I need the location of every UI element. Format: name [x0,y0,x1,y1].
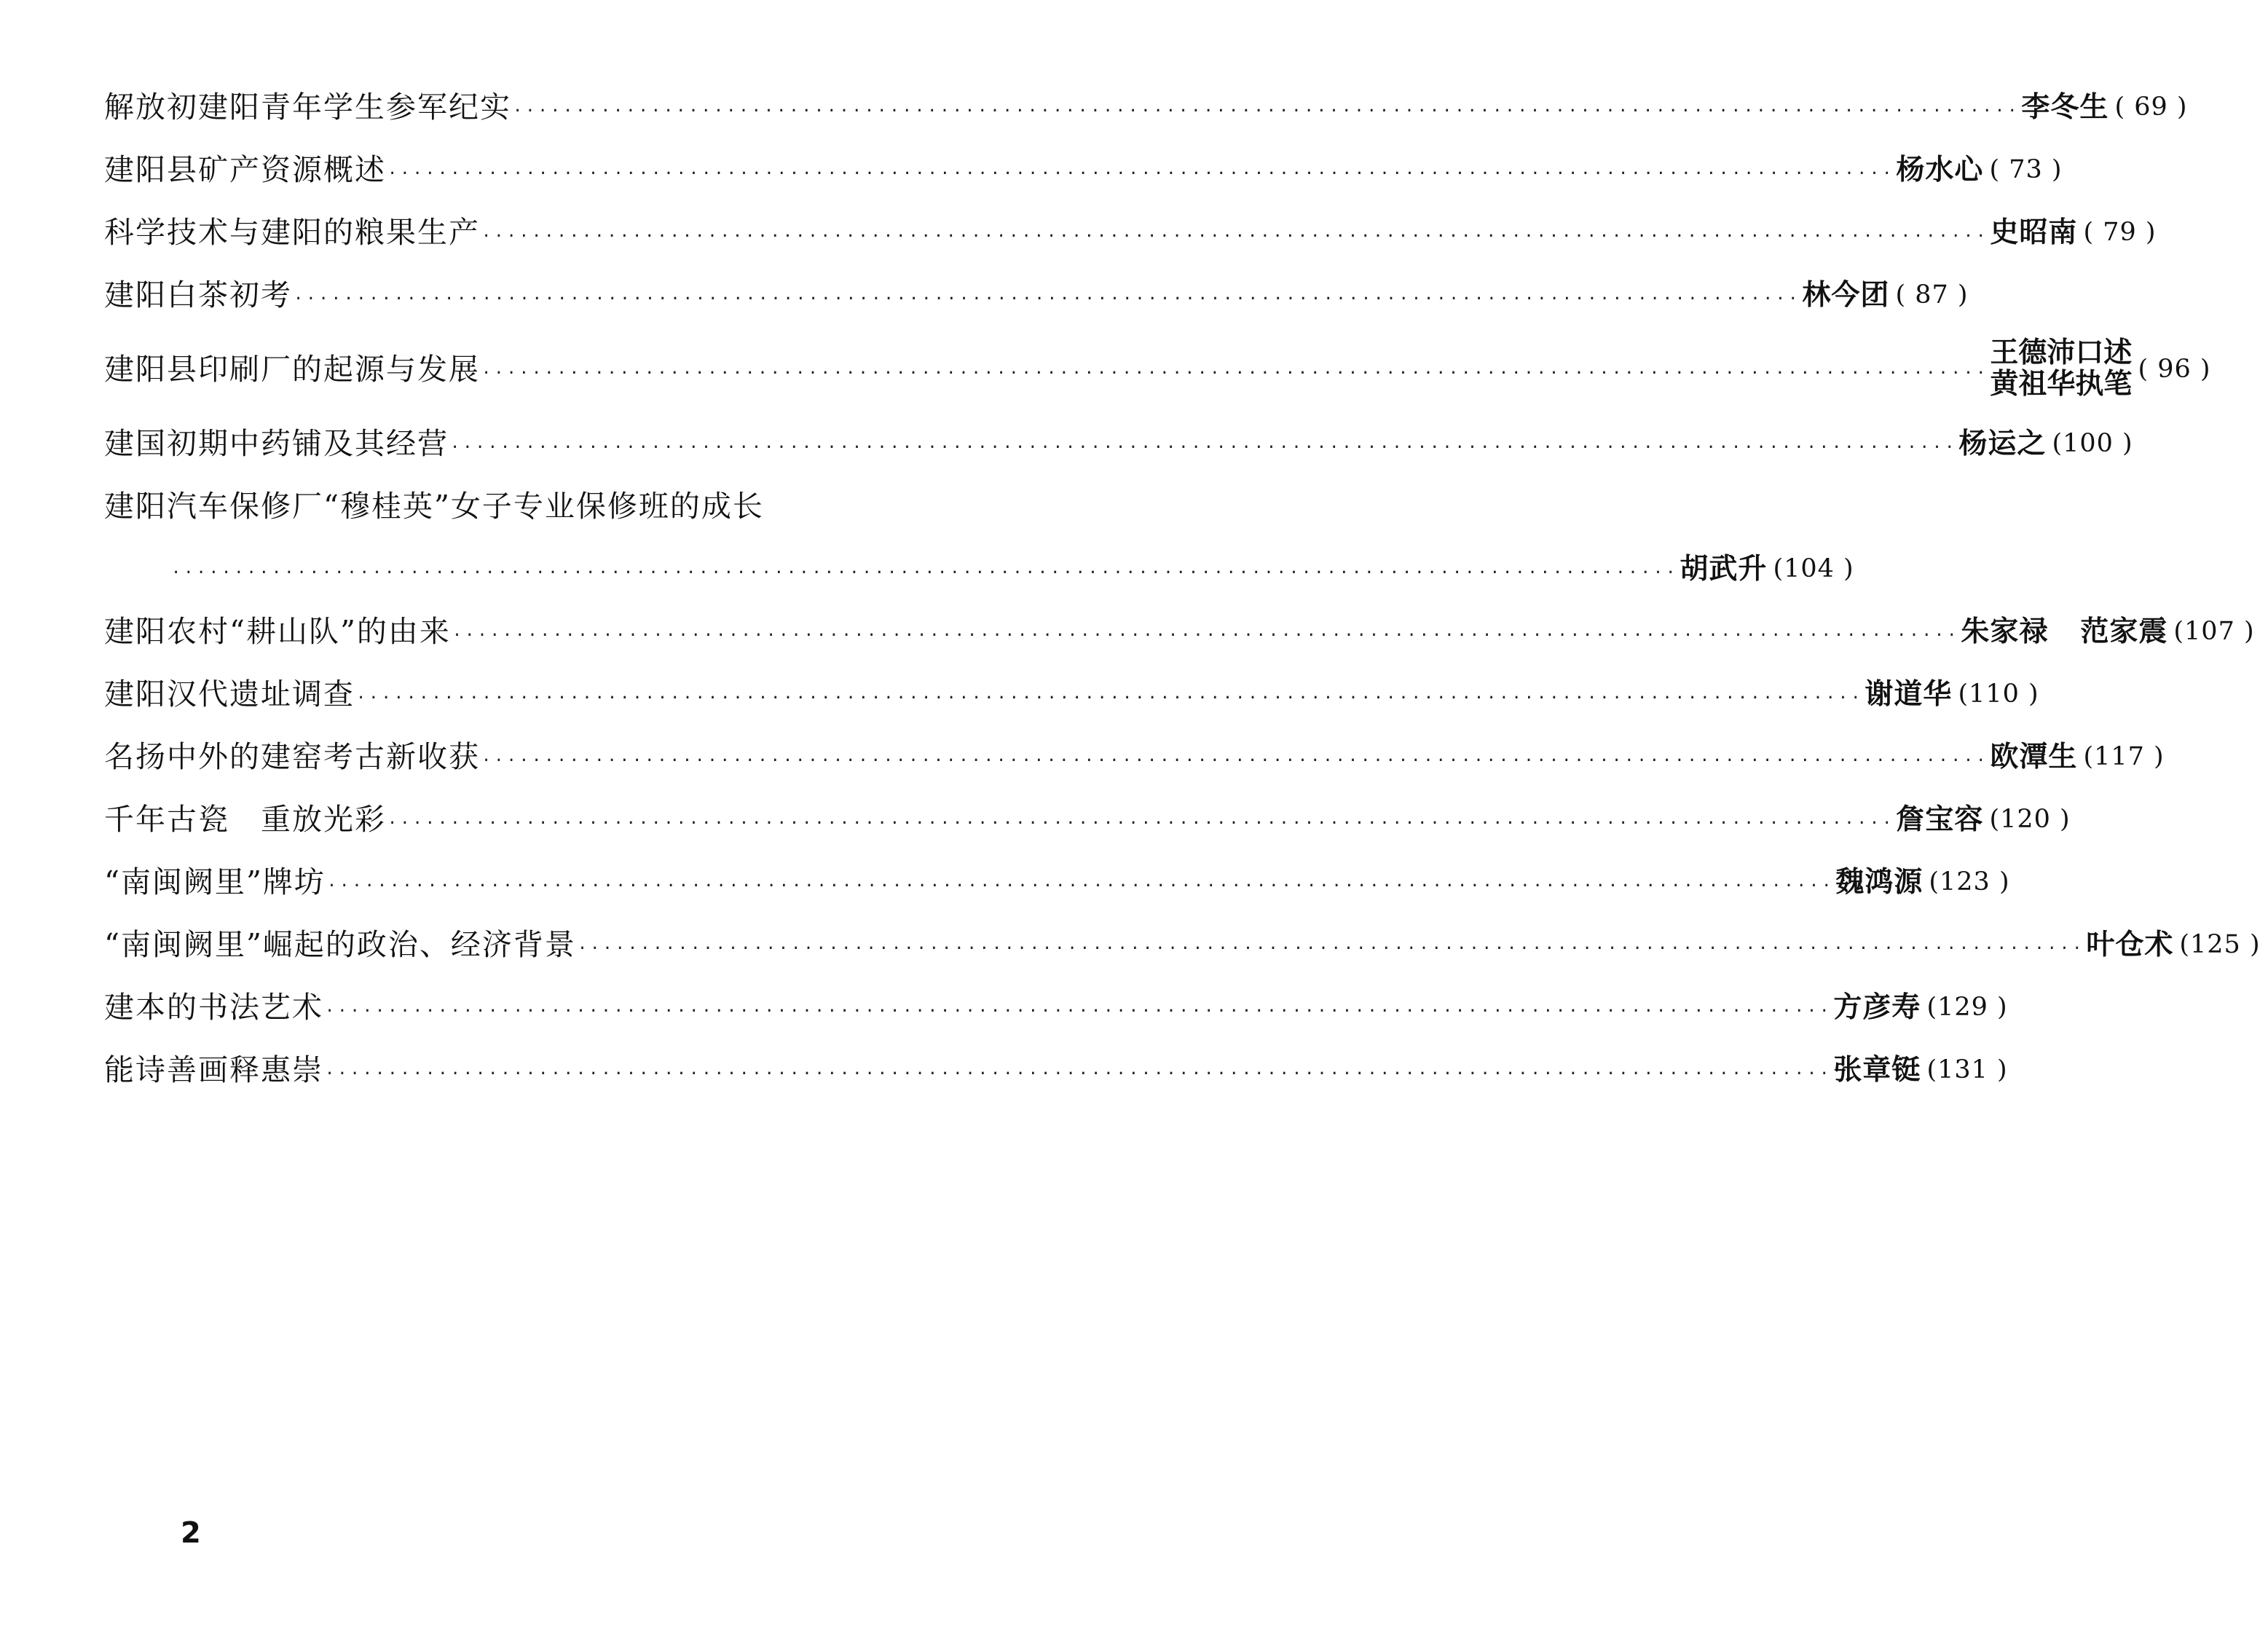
toc-entry-author: 杨运之 [1958,427,2047,460]
toc-entry-title: 建阳汽车保修厂“穆桂英”女子专业保修班的成长 [104,488,764,524]
toc-entry-title: 能诗善画释惠崇 [104,1052,323,1087]
toc-entry-page: ( 69 ) [2114,92,2188,122]
toc-leader-dots: ························································································································ [356,689,1864,707]
toc-entry [104,663,2039,725]
table-of-contents [104,76,2261,1101]
toc-leader-dots: ························································································································ [325,1065,1832,1083]
toc-leader-dots: ························································································································ [577,939,2085,958]
toc-entry-title: 建阳县矿产资源概述 [104,151,386,187]
toc-entry-title: 千年古瓷 重放光彩 [104,801,386,837]
toc-leader-dots: ························································································································ [326,877,1835,895]
toc-entry-page: (117 ) [2083,741,2165,771]
toc-entry-title: “南闽阙里”崛起的政治、经济背景 [104,926,576,962]
toc-entry [104,725,2165,788]
toc-entry-title: 解放初建阳青年学生参军纪实 [104,89,511,125]
toc-entry-author: 欧潭生 [1990,740,2078,773]
toc-entry-author: 黄祖华执笔 [1990,368,2133,401]
toc-entry-page: ( 96 ) [2138,354,2211,384]
toc-entry-title: “南闽阙里”牌坊 [104,864,326,899]
toc-entry-author-stack [1990,338,2132,401]
toc-entry-author: 方彦寿 [1833,990,1921,1024]
toc-entry [104,788,2071,851]
toc-entry-author: 朱家禄 [1961,615,2049,648]
toc-entry-page: ( 87 ) [1895,280,1969,310]
toc-entry-continuation [104,537,1854,600]
toc-entry-author: 叶仓术 [2086,928,2174,961]
toc-entry-page: (125 ) [2179,929,2261,959]
toc-leader-dots: ························································································································ [294,290,1801,308]
toc-entry [104,326,2211,412]
toc-entry-author: 谢道华 [1865,677,1953,711]
toc-entry-title: 名扬中外的建窑考古新收获 [104,738,480,774]
toc-entry-title: 建阳县印刷厂的起源与发展 [104,351,480,387]
toc-entry-title: 建阳汉代遗址调查 [104,676,355,712]
toc-leader-dots: ························································································································ [481,752,1989,770]
toc-entry-page: (123 ) [1929,867,2010,897]
toc-entry-author: 魏鸿源 [1835,865,1924,899]
toc-entry-page: (104 ) [1773,554,1854,583]
toc-entry-author: 林今团 [1802,278,1890,312]
toc-entry-title: 科学技术与建阳的粮果生产 [104,214,480,250]
toc-entry-author: 王德沛口述 [1990,336,2133,370]
toc-entry [104,76,2188,138]
toc-entry-title: 建阳白茶初考 [104,277,292,312]
toc-entry-title: 建本的书法艺术 [104,989,323,1025]
toc-entry-author: 史昭南 [1990,216,2078,249]
toc-leader-dots: ························································································································ [481,227,1989,245]
toc-entry-author: 张章铤 [1833,1053,1921,1087]
toc-leader-dots: ························································································································ [171,564,1679,582]
toc-entry [104,600,2255,663]
toc-entry [104,412,2133,475]
toc-entry-page: (107 ) [2173,616,2255,646]
toc-leader-dots: ························································································································ [513,102,2020,120]
toc-entry-author: 李冬生 [2021,90,2109,124]
toc-entry-title: 建阳农村“耕山队”的由来 [104,613,451,649]
toc-leader-dots: ························································································································ [452,626,1960,645]
toc-entry-author: 范家震 [2080,615,2168,648]
toc-entry [104,1039,2008,1101]
toc-entry-author: 詹宝容 [1896,803,1984,836]
toc-entry [104,913,2261,976]
page-number: 2 [181,1516,201,1550]
toc-leader-dots: ························································································································ [387,814,1895,832]
toc-entry-author: 胡武升 [1680,552,1768,586]
toc-entry-page: (100 ) [2052,428,2133,458]
toc-entry [104,264,1969,326]
toc-entry-page: (120 ) [1989,804,2071,834]
toc-entry [104,138,2063,201]
toc-entry-title: 建国初期中药铺及其经营 [104,425,449,461]
toc-entry-page: (131 ) [1926,1055,2008,1084]
toc-entry-page: (129 ) [1926,992,2008,1022]
toc-entry [104,851,2010,913]
toc-leader-dots: ························································································································ [481,364,1989,382]
toc-entry-author: 杨水心 [1896,153,1984,186]
toc-leader-dots: ························································································································ [450,438,1958,457]
toc-entry [104,475,993,537]
toc-entry [104,201,2157,264]
toc-entry-page: (110 ) [1958,679,2039,709]
toc-entry [104,976,2008,1039]
toc-entry-page: ( 73 ) [1989,154,2063,184]
toc-leader-dots: ························································································································ [325,1002,1832,1020]
toc-leader-dots: ························································································································ [387,165,1895,183]
toc-entry-page: ( 79 ) [2083,217,2157,247]
